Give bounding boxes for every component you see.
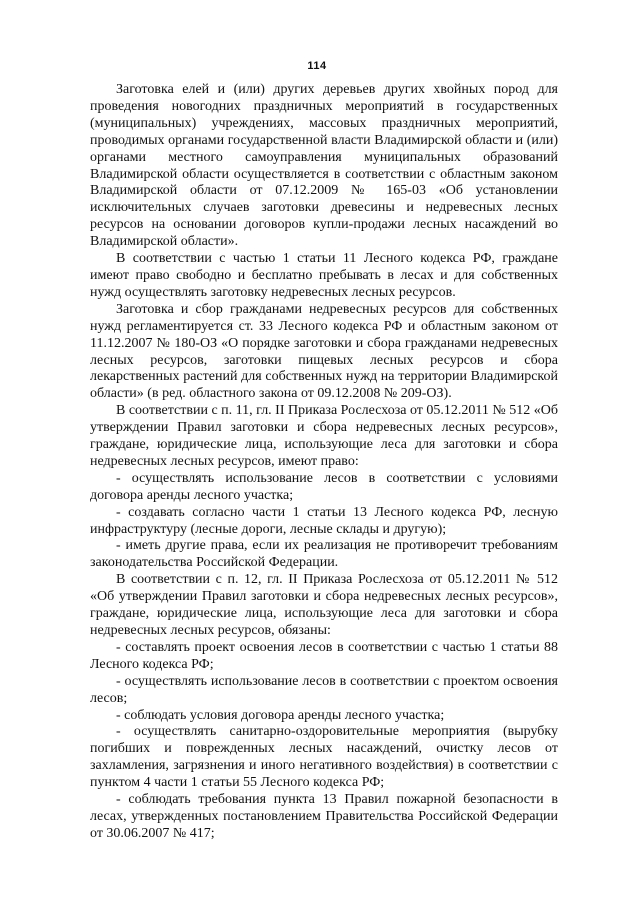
- list-item-obligation-1: - составлять проект освоения лесов в соответствии с частью 1 статьи 88 Лесного кодекса РФ;: [90, 639, 558, 672]
- paragraph-rights-intro: В соответствии с п. 11, гл. II Приказа Рослесхоза от 05.12.2011 № 512 «Об утверждении Правил заготовки и сбора недревесных лесных ресурсов», граждане, юридические лица, использующие леса для заготовки и сбора недревесных лесных ресурсов, имеют право:: [90, 403, 558, 469]
- paragraph-citizen-rights: В соответствии с частью 1 статьи 11 Лесного кодекса РФ, граждане имеют право свободно и бесплатно пребывать в лесах и для собственных нужд осуществлять заготовку недревесных лесных ресурсов.: [90, 251, 558, 300]
- page-number: 114: [307, 60, 327, 72]
- list-item-obligation-4: - осуществлять санитарно-оздоровительные мероприятия (вырубку погибших и поврежденных лесных насаждений, очистку лесов от захламления, загрязнения и иного негативного воздействия) в соответствии с пунктом 4 части 1 статьи 55 Лесного кодекса РФ;: [90, 724, 558, 791]
- list-item-right-2: - создавать согласно части 1 статьи 13 Лесного кодекса РФ, лесную инфраструктуру (лесные дороги, лесные склады и другую);: [90, 504, 558, 537]
- list-item-obligation-5: - соблюдать требования пункта 13 Правил пожарной безопасности в лесах, утвержденных постановлением Правительства Российской Федерации от 30.06.2007 № 417;: [90, 792, 558, 841]
- list-item-obligation-2: - осуществлять использование лесов в соответствии с проектом освоения лесов;: [90, 673, 558, 706]
- paragraph-regulation: Заготовка и сбор гражданами недревесных ресурсов для собственных нужд регламентируется ст. 33 Лесного кодекса РФ и областным законом от 11.12.2007 № 180-ОЗ «О порядке заготовки и сбора гражданами недревесных лесных ресурсов, заготовки пищевых лесных ресурсов и сбора лекарственных растений для собственных нужд на территории Владимирской области» (в ред. областного закона от 09.12.2008 № 209-ОЗ).: [90, 301, 558, 402]
- list-item-right-3: - иметь другие права, если их реализация не противоречит требованиям законодательства Российской Федерации.: [90, 538, 558, 571]
- document-body: [90, 82, 558, 843]
- paragraph-obligations-intro: В соответствии с п. 12, гл. II Приказа Рослесхоза от 05.12.2011 № 512 «Об утверждении Правил заготовки и сбора недревесных лесных ресурсов», граждане, юридические лица, использующие леса для заготовки и сбора недревесных лесных ресурсов, обязаны:: [90, 572, 558, 638]
- paragraph-fir-harvesting: Заготовка елей и (или) других деревьев других хвойных пород для проведения новогодних праздничных мероприятий в государственных (муниципальных) учреждениях, массовых праздничных мероприятий, проводимых органами государственной власти Владимирской области и (или) органами местного самоуправления муниципальных образований Владимирской области осуществляется в соответствии с областным законом Владимирской области от 07.12.2009 № 165-03 «Об установлении исключительных случаев заготовки древесины и недревесных лесных ресурсов на основании договоров купли-продажи лесных насаждений во Владимирской области».: [90, 82, 558, 250]
- list-item-obligation-3: - соблюдать условия договора аренды лесного участка;: [116, 707, 445, 723]
- list-item-right-1: - осуществлять использование лесов в соответствии с условиями договора аренды лесного участка;: [90, 470, 558, 503]
